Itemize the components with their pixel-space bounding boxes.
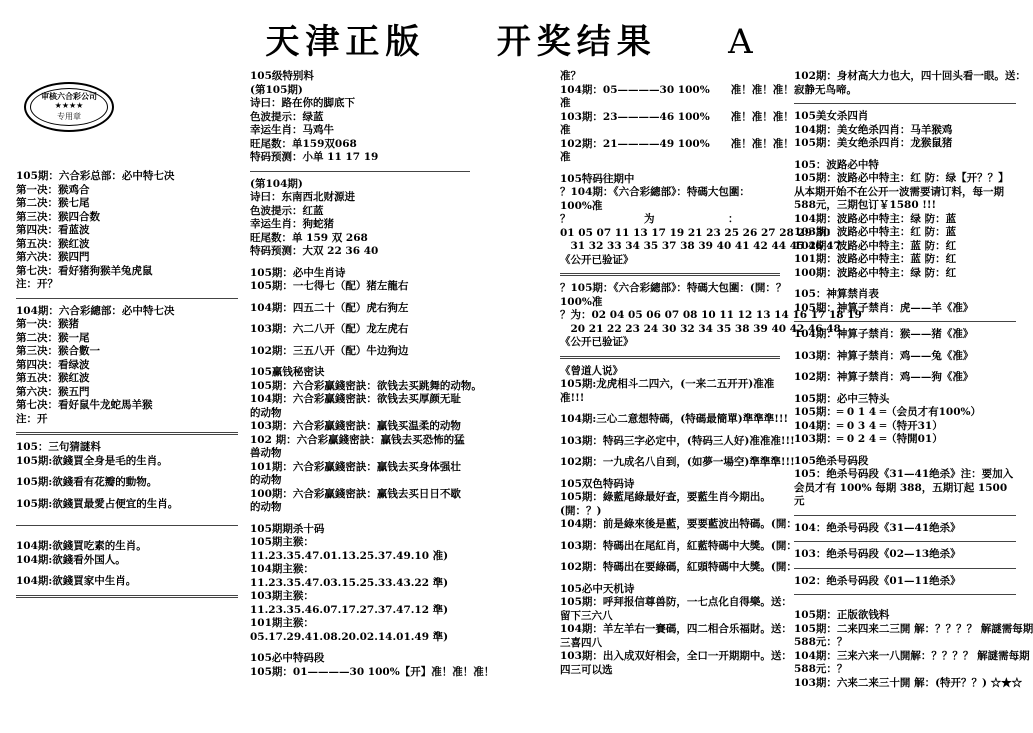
spacer — [250, 294, 470, 302]
divider — [794, 541, 1016, 542]
text-line: ？ 为 ： — [560, 213, 739, 225]
text-line: 104期：05————30 100% 准！准！准！ — [560, 83, 794, 96]
spacer — [16, 468, 238, 476]
text-line: 103期：六二八开（配）龙左虎右 — [250, 323, 409, 335]
text-line: 104期：羊左羊右一賽碼，四二相合乐福財。送： — [560, 623, 792, 635]
text-line: 102 期：六合彩贏錢密訣：贏钱去买恐怖的猛兽动物 — [250, 433, 465, 459]
text-line: (開：？) — [560, 504, 602, 517]
text-line: 104期：波路必中特主：绿 防：蓝 — [794, 212, 957, 225]
text-line: ？105期：《六合彩總部》：特碼大包圍：(開：？ — [560, 282, 787, 294]
text-line: 101期：波路必中特主：蓝 防：红 — [794, 253, 957, 265]
spacer — [560, 532, 780, 540]
text-line: 105必中特码段 — [250, 652, 325, 664]
text-line: 103期：特碼出在尾紅肖，紅藍特碼中大獎。(開： — [560, 539, 797, 552]
spacer — [794, 447, 1016, 455]
spacer — [794, 151, 1016, 159]
text-line: 102期：特碼出在要綠碼，紅頭特碼中大獎。(開： — [560, 561, 797, 573]
divider — [16, 525, 238, 526]
divider — [250, 171, 470, 172]
text-line: 105期:欲錢買最愛占便宜的生肖。 — [16, 497, 179, 510]
divider — [794, 321, 1016, 322]
text-line: 诗曰：东南西北财源进 — [250, 191, 355, 203]
text-line: 105：绝杀号码段《31—41绝杀》注：要加入会员才有 100% 每期 388，五期订起 1500 元 — [794, 468, 1014, 507]
text-line: 104期:欲錢看外国人。 — [16, 553, 126, 566]
spacer — [250, 358, 470, 366]
text-line: 105必中天机诗 — [560, 582, 635, 595]
spacer — [794, 280, 1016, 288]
divider — [794, 515, 1016, 516]
spacer — [250, 315, 470, 323]
text-line: 旺尾数：单 159 双 268 — [250, 231, 368, 244]
text-line: (第104期) — [250, 177, 303, 190]
text-line: 诗曰：路在你的脚底下 — [250, 97, 355, 109]
text-line: 第七决：看好鼠牛龙蛇馬羊猴 — [16, 399, 153, 411]
text-line: 105期：二来四来二三開 解：？？？？ 解謎需每期 — [794, 622, 1033, 635]
text-line: 100期：六合彩贏錢密訣：赢钱去买日日不歇的动物 — [250, 487, 461, 513]
text-line: ？为：02 04 05 06 07 08 10 11 12 13 14 16 17 18 19 — [560, 309, 862, 321]
text-line: 103：绝杀号码段《02—13绝杀》 — [794, 548, 961, 560]
text-line: 105期主猴：11.23.35.47.01.13.25.37.49.10 准) — [250, 536, 449, 562]
divider — [560, 273, 780, 276]
text-line: 103期：六来二来三十開 解：(特开？？) ☆★☆ — [794, 676, 1023, 689]
page-title — [0, 14, 1024, 63]
text-line: 102期：波路必中特主：蓝 防：红 — [794, 239, 957, 252]
spacer — [794, 385, 1016, 393]
text-line: 105特码往期中 — [560, 172, 635, 185]
spacer — [560, 448, 780, 456]
spacer — [794, 342, 1016, 350]
text-line: 注：开？ — [16, 278, 58, 290]
text-line: 588元：？ — [794, 636, 848, 648]
text-line: 色波提示：绿蓝 — [250, 110, 324, 123]
text-line: 104期：美女绝杀四肖：马羊猴鸡 — [794, 123, 953, 136]
text-line: 104期：三来六来一八開解：？？？？ 解謎需每期 — [794, 649, 1030, 662]
title-main: 天津正版 — [265, 22, 426, 62]
text-line: 100%准 — [560, 199, 603, 212]
spacer — [560, 405, 780, 413]
text-line: 第七决：看好猪狗猴羊兔虎鼠 — [16, 264, 153, 277]
text-line: 31 32 33 34 35 37 38 39 40 41 42 44 45 46 47 — [560, 240, 841, 252]
text-line: 588元：？ — [794, 663, 848, 675]
column-2 — [250, 70, 495, 679]
text-line: 105期：正版欲钱料 — [794, 609, 890, 621]
spacer — [250, 515, 470, 523]
text-line: 105双色特码诗 — [560, 477, 635, 490]
text-line: 幸运生肖：马鸡牛 — [250, 124, 334, 136]
text-line: 第六决：猴四門 — [16, 251, 90, 263]
text-line: 104期:三心二意想特碼，(特碼最簡單)準準準!!! — [560, 413, 789, 425]
text-line: 第四决：看蓝波 — [16, 224, 90, 236]
divider — [16, 595, 238, 598]
text-line: 105期：美女绝杀四肖：龙猴鼠猪 — [794, 137, 953, 149]
text-line: 102期：21————49 100% 准！准！准！ — [560, 137, 794, 150]
text-line: 104期:欲錢買吃素的生肖。 — [16, 540, 147, 552]
title-letter: A — [728, 22, 759, 62]
text-line: 105：波路必中特 — [794, 158, 879, 171]
text-line: 105美女杀四肖 — [794, 110, 869, 122]
text-line: 《公开已验证》 — [560, 336, 634, 348]
text-line: 102期：神算子禁肖：鸡——狗《准》 — [794, 371, 974, 383]
title-sub: 开奖结果 — [496, 22, 657, 62]
spacer — [794, 363, 1016, 371]
text-line: 105：三句猜謎料 — [16, 441, 101, 453]
text-line: 准 — [560, 124, 571, 136]
seal-line1: 审核六合彩公司 — [41, 91, 97, 101]
official-seal — [24, 82, 114, 132]
text-line: 第六决：猴五門 — [16, 385, 90, 398]
text-line: 20 21 22 23 24 30 32 34 35 38 39 40 42 46 48 — [560, 322, 841, 335]
text-line: 第三决：猴四合数 — [16, 210, 100, 223]
text-line: 105期：呼拜报信尊兽防，一七点化自得樂。送： — [560, 596, 792, 608]
text-line: 101期主猴：05.17.29.41.08.20.02.14.01.49 準) — [250, 617, 449, 643]
text-line: 105级特别料 — [250, 70, 314, 82]
text-line: 102期：三五八开（配）牛边狗边 — [250, 344, 409, 357]
spacer — [250, 337, 470, 345]
text-line: 105期：一七得七（配）猪左龍右 — [250, 280, 409, 292]
divider — [560, 356, 780, 359]
text-line: 104：绝杀号码段《31—41绝杀》 — [794, 521, 961, 534]
text-line: 105期:欲錢看有花瓣的動物。 — [16, 476, 158, 488]
spacer — [560, 575, 780, 583]
text-line: 第五决：猴红波 — [16, 237, 90, 250]
spacer — [250, 259, 470, 267]
divider — [794, 568, 1016, 569]
text-line: 留下三六八 — [560, 609, 613, 622]
text-line: 103期：特码三字必定中，(特码三人好)准准准!!! — [560, 434, 795, 447]
text-line: 105期：必中三特头 — [794, 392, 890, 405]
text-line: 103期：23————46 100% 准！准！准！ — [560, 110, 794, 123]
text-line: 101期：六合彩贏錢密訣：贏钱去买身体强壮的动物 — [250, 460, 461, 486]
text-line: 100%准 — [560, 295, 603, 308]
text-line: 103期：出入成双好相会，全口一开期期中。送： — [560, 650, 792, 662]
text-line: 准？ — [560, 70, 581, 82]
text-line: 01 05 07 11 13 17 19 21 23 25 26 27 28 29 30 — [560, 226, 831, 239]
spacer — [560, 165, 780, 173]
text-line: 105：神算禁肖表 — [794, 288, 879, 300]
text-line: 《曾道人说》 — [560, 364, 623, 377]
text-line: 第三决：猴合數一 — [16, 345, 100, 357]
text-line: 103期：神算子禁肖：鸡——兔《准》 — [794, 349, 974, 362]
text-line: 准!!! — [560, 391, 585, 404]
text-line: 103期：═ 0 2 4 ═（特開01） — [794, 433, 943, 445]
text-line: 102期：一九成名八自到，(如夢一場空)準準準!!! — [560, 456, 795, 468]
text-line: 105期：綠藍尾綠最好查，要藍生肖今期出。 — [560, 491, 771, 503]
column-4 — [794, 70, 1033, 690]
text-line: 104期：前是綠來後是藍，要要藍波出特碼。(開： — [560, 518, 797, 530]
divider — [16, 432, 238, 435]
spacer — [16, 567, 238, 575]
spacer — [16, 532, 238, 540]
text-line: 104期：六合彩總部：必中特七决 — [16, 304, 175, 317]
text-line: 《公开已验证》 — [560, 253, 634, 266]
divider — [794, 594, 1016, 595]
spacer — [16, 511, 238, 519]
text-line: 第五决：猴红波 — [16, 372, 90, 384]
text-line: 特码预测：大双 22 36 40 — [250, 245, 379, 257]
text-line: 第一决：猴鸡合 — [16, 183, 90, 196]
seal-stars: ★★★★ — [54, 101, 84, 110]
text-line: 104期：四五二十（配）虎右狗左 — [250, 301, 409, 314]
text-line: 第一决：猴猪 — [16, 318, 79, 330]
text-line: 注：开 — [16, 412, 48, 425]
text-line: 105赢钱秘密诀 — [250, 366, 325, 378]
spacer — [16, 490, 238, 498]
text-line: 104期主猴：11.23.35.47.03.15.25.33.43.22 準) — [250, 563, 449, 589]
text-line: 102期：身材高大力也大，四十回头看一眼。送： — [794, 70, 1026, 82]
spacer — [794, 601, 1016, 609]
text-line: 105期：六合彩总部：必中特七决 — [16, 170, 175, 182]
column-1 — [16, 170, 238, 604]
text-line: 105期：波路必中特主：红 防：绿【开？？】从本期开始不在公开一波需要请订料，每一期588元，三期包订￥1580 !!! — [794, 172, 1009, 211]
text-line: 105期:龙虎相斗二四六，(一来二五开开)准准 — [560, 378, 775, 390]
text-line: 105期：六合彩贏錢密訣：欲钱去买跳舞的动物。 — [250, 379, 482, 392]
text-line: 103期：波路必中特主：红 防：蓝 — [794, 226, 957, 238]
spacer — [250, 644, 470, 652]
spacer — [560, 470, 780, 478]
text-line: 幸运生肖：狗蛇猪 — [250, 218, 334, 230]
text-line: 三喜四八 — [560, 636, 602, 649]
text-line: 准 — [560, 97, 571, 109]
text-line: 第二决：猴七尾 — [16, 197, 90, 209]
text-line: 105绝杀号码段 — [794, 454, 869, 467]
text-line: 105期：═ 0 1 4 ═（会员才有100%） — [794, 406, 981, 418]
text-line: 色波提示：红蓝 — [250, 204, 324, 217]
seal-line3: 专用章 — [57, 112, 81, 121]
text-line: 105期期杀十码 — [250, 522, 325, 535]
text-line: 特码预测：小单 11 17 19 — [250, 151, 379, 163]
text-line: 105期:欲錢買全身是毛的生肖。 — [16, 454, 168, 467]
text-line: 寂静无鸟啼。 — [794, 83, 857, 96]
text-line: 102：绝杀号码段《01—11绝杀》 — [794, 574, 961, 587]
divider — [794, 103, 1016, 104]
text-line: 准 — [560, 151, 571, 163]
text-line: 100期：波路必中特主：绿 防：红 — [794, 266, 957, 279]
text-line: 旺尾数：单159双068 — [250, 137, 357, 150]
text-line: 103期主猴：11.23.35.46.07.17.27.37.47.12 準) — [250, 590, 449, 616]
text-line: 103期：六合彩贏錢密訣：贏钱买温柔的动物 — [250, 420, 461, 432]
text-line: 104期:欲錢買家中生肖。 — [16, 575, 137, 587]
spacer — [560, 553, 780, 561]
divider — [16, 298, 238, 299]
text-line: 105期：必中生肖诗 — [250, 266, 346, 279]
text-line: 第四决：看绿波 — [16, 358, 90, 371]
text-line: 104期：═ 0 3 4 ═（特开31） — [794, 419, 943, 432]
text-line: 四三可以选 — [560, 663, 613, 676]
text-line: 105期：神算子禁肖：虎——羊《准》 — [794, 301, 974, 314]
text-line: 104期：六合彩贏錢密訣：欲钱去买厚颜无耻的动物 — [250, 393, 461, 419]
text-line: 105期：01————30 100%【开】准！准！准！ — [250, 665, 495, 678]
text-line: (第105期) — [250, 83, 303, 96]
text-line: 第二决：猴一尾 — [16, 331, 90, 344]
text-line: 104期：神算子禁肖：猴——猪《准》 — [794, 328, 974, 340]
text-line: ？104期：《六合彩總部》：特碼大包圍： — [560, 186, 750, 198]
spacer — [560, 427, 780, 435]
